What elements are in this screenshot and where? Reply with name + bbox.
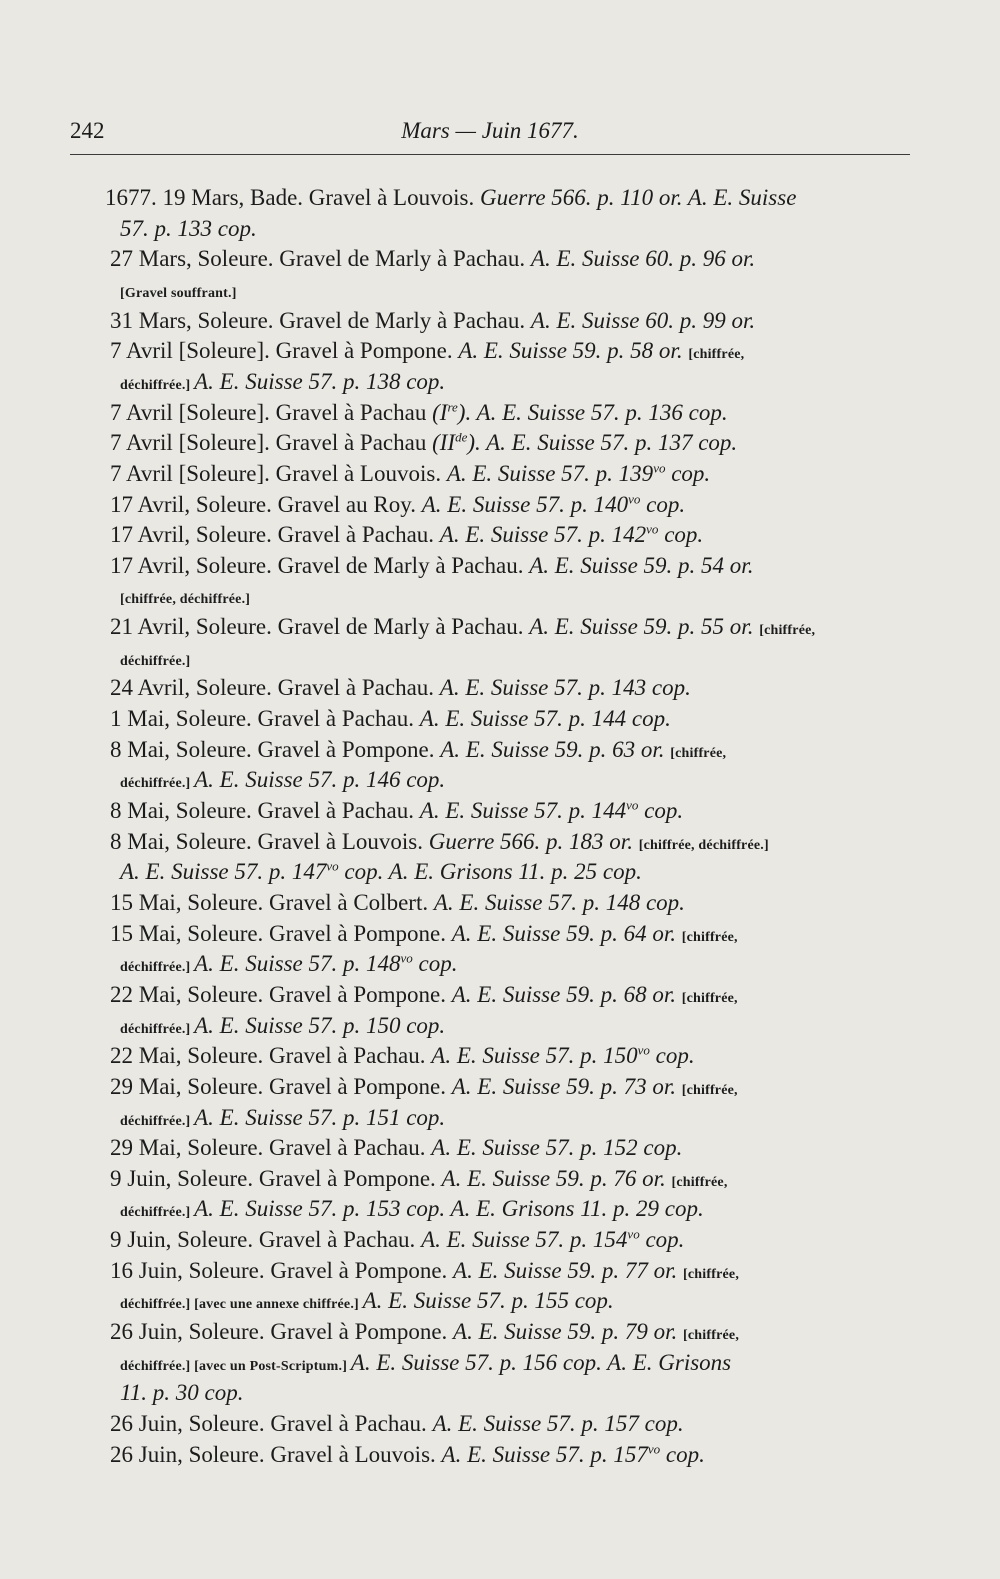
archive-reference: A. E. Suisse 57. p. 148 cop. <box>433 889 685 915</box>
running-title: Mars — Juin 1677. <box>401 118 579 143</box>
archive-reference: cop. <box>665 460 711 486</box>
letter-heading: 16 Juin, Soleure. Gravel à Pompone. <box>110 1257 454 1283</box>
entry-line <box>120 1379 244 1407</box>
letter-heading: 1 Mai, Soleure. Gravel à Pachau. <box>110 706 420 732</box>
entry-line <box>110 337 744 365</box>
letter-heading: 15 Mai, Soleure. Gravel à Colbert. <box>110 889 434 915</box>
editorial-note: [chiffrée, déchiffrée.] <box>120 592 251 608</box>
entry-line <box>110 460 710 488</box>
entry-line <box>120 1104 445 1132</box>
archive-reference: cop. <box>639 1227 685 1253</box>
archive-reference: cop. <box>660 1441 705 1467</box>
page-header <box>70 118 910 155</box>
archive-reference: vo <box>626 797 639 813</box>
letter-heading: 17 Avril, Soleure. Gravel de Marly à Pachau. <box>110 552 530 578</box>
archive-reference: cop. <box>412 951 458 977</box>
entry-line <box>110 705 671 733</box>
archive-reference: Guerre 566. p. 183 or. <box>428 828 639 854</box>
archive-reference: A. E. Suisse 57. p. 150 cop. <box>194 1012 446 1038</box>
editorial-note: déchiffrée.] <box>120 1021 195 1037</box>
archive-reference: A. E. Suisse 57. p. 154 <box>421 1227 628 1253</box>
entry-line <box>110 920 738 948</box>
letter-heading: 21 Avril, Soleure. Gravel de Marly à Pachau. <box>110 614 530 640</box>
archive-reference: A. E. Suisse 57. p. 156 cop. A. E. Grisons <box>350 1349 732 1375</box>
entry-line <box>110 307 755 335</box>
entry-line <box>110 1134 682 1162</box>
archive-reference: de <box>455 429 468 445</box>
archive-reference: vo <box>628 490 641 506</box>
entry-line <box>110 1318 739 1346</box>
editorial-note: [chiffrée, <box>688 347 745 363</box>
editorial-note: [chiffrée, <box>670 745 727 761</box>
archive-reference: A. E. Suisse 57. p. 143 cop. <box>439 675 691 701</box>
archive-reference: re <box>447 398 458 414</box>
archive-reference: A. E. Suisse 57. p. 150 <box>431 1043 638 1069</box>
editorial-note: [chiffrée, <box>759 623 816 639</box>
archive-reference: A. E. Suisse 59. p. 76 or. <box>441 1165 672 1191</box>
editorial-note: [chiffrée, <box>681 990 738 1006</box>
entry-line <box>120 858 642 886</box>
entry-line <box>120 766 445 794</box>
archive-reference: A. E. Suisse 57. p. 142 <box>439 522 647 548</box>
archive-reference: A. E. Suisse 59. p. 73 or. <box>451 1073 682 1099</box>
editorial-note: déchiffrée.] [avec une annexe chiffrée.] <box>120 1297 363 1313</box>
archive-reference: 57. p. 133 cop. <box>120 215 257 241</box>
archive-reference: A. E. Suisse 57. p. 157 cop. <box>432 1411 684 1436</box>
archive-reference: A. E. Suisse 57. p. 148 <box>194 951 401 977</box>
letter-heading: 31 Mars, Soleure. Gravel de Marly à Pachau. <box>110 307 531 333</box>
page-number: 242 <box>70 118 105 143</box>
archive-reference: A. E. Suisse 59. p. 54 or. <box>529 552 754 578</box>
archive-reference: A. E. Suisse 59. p. 64 or. <box>451 920 682 946</box>
archive-reference: Guerre 566. p. 110 or. A. E. Suisse <box>479 185 797 210</box>
letter-heading: 22 Mai, Soleure. Gravel à Pachau. <box>110 1043 432 1069</box>
entry-line <box>110 521 703 549</box>
editorial-note: déchiffrée.] <box>120 960 195 976</box>
editorial-note: déchiffrée.] <box>120 653 191 669</box>
entry-line <box>110 674 691 702</box>
archive-reference: A. E. Suisse 57. p. 138 cop. <box>194 368 446 394</box>
editorial-note: [Gravel souffrant.] <box>120 285 237 301</box>
editorial-note: déchiffrée.] <box>120 1205 195 1221</box>
letter-heading: 27 Mars, Soleure. Gravel de Marly à Pachau. <box>110 246 531 272</box>
letter-heading: 15 Mai, Soleure. Gravel à Pompone. <box>110 920 452 946</box>
archive-reference: A. E. Suisse 57. p. 144 <box>419 798 627 823</box>
archive-reference: A. E. Suisse 60. p. 99 or. <box>530 307 756 333</box>
letter-heading: 7 Avril [Soleure]. Gravel à Pompone. <box>110 338 459 364</box>
entry-line <box>110 245 755 273</box>
letter-heading: 7 Avril [Soleure]. Gravel à Louvois. <box>110 460 447 486</box>
archive-reference: A. E. Suisse 57. p. 144 cop. <box>419 706 671 732</box>
archive-reference: A. E. Suisse 59. p. 55 or. <box>529 614 760 640</box>
archive-reference: A. E. Suisse 59. p. 63 or. <box>440 736 671 762</box>
entry-line <box>120 950 457 978</box>
editorial-note: déchiffrée.] <box>120 377 195 393</box>
entry-line <box>105 184 796 212</box>
editorial-note: déchiffrée.] <box>120 1113 195 1129</box>
archive-reference: A. E. Suisse 59. p. 58 or. <box>458 338 689 364</box>
editorial-note: [chiffrée, <box>681 929 738 945</box>
archive-reference: A. E. Suisse 57. p. 155 cop. <box>362 1288 614 1314</box>
entry-line <box>110 613 815 641</box>
archive-reference: A. E. Suisse 59. p. 79 or. <box>453 1319 684 1345</box>
archive-reference: A. E. Suisse 57. p. 139 <box>446 460 654 486</box>
letter-heading: 8 Mai, Soleure. Gravel à Pompone. <box>110 736 441 762</box>
entry-line <box>110 552 753 580</box>
entry-line <box>110 399 728 427</box>
editorial-note: déchiffrée.] <box>120 776 195 792</box>
editorial-note: [chiffrée, <box>681 1082 738 1098</box>
archive-reference: ). A. E. Suisse 57. p. 137 cop. <box>467 430 738 456</box>
archive-reference: vo <box>646 521 659 537</box>
archive-reference: A. E. Suisse 57. p. 151 cop. <box>194 1104 446 1130</box>
letter-heading: 26 Juin, Soleure. Gravel à Louvois. <box>110 1441 442 1467</box>
entry-line <box>110 1073 738 1101</box>
archive-reference: A. E. Suisse 57. p. 157 <box>441 1441 648 1467</box>
letter-heading: 29 Mai, Soleure. Gravel à Pachau. <box>110 1135 432 1161</box>
archive-reference: A. E. Suisse 57. p. 147 <box>120 859 327 885</box>
archive-reference: A. E. Suisse 59. p. 68 or. <box>451 981 682 1007</box>
letter-heading: 26 Juin, Soleure. Gravel à Pachau. <box>110 1411 433 1436</box>
entry-line <box>110 889 685 917</box>
letter-heading: 7 Avril [Soleure]. Gravel à Pachau <box>110 430 433 456</box>
entry-line <box>120 276 237 304</box>
editorial-note: [chiffrée, <box>671 1174 728 1190</box>
entry-line <box>110 828 769 856</box>
letter-heading: 26 Juin, Soleure. Gravel à Pompone. <box>110 1319 454 1345</box>
entry-line <box>120 368 445 396</box>
entry-line <box>110 736 726 764</box>
archive-reference: A. E. Suisse 57. p. 152 cop. <box>431 1135 683 1161</box>
archive-reference: 11. p. 30 cop. <box>120 1380 244 1406</box>
archive-reference: (I <box>432 399 448 425</box>
archive-reference: A. E. Suisse 57. p. 153 cop. A. E. Grisons 11. p. 29 cop. <box>194 1196 704 1222</box>
archive-reference: A. E. Suisse 59. p. 77 or. <box>453 1257 684 1283</box>
entry-line <box>110 429 737 457</box>
editorial-note: déchiffrée.] [avec un Post-Scriptum.] <box>120 1358 351 1374</box>
archive-reference: A. E. Suisse 57. p. 140 <box>421 491 629 517</box>
letter-heading: 24 Avril, Soleure. Gravel à Pachau. <box>110 675 440 701</box>
entry-line <box>110 1226 684 1254</box>
entry-line <box>110 1257 739 1285</box>
entry-line <box>110 1441 705 1469</box>
archive-reference: A. E. Suisse 57. p. 146 cop. <box>194 767 446 793</box>
letter-heading: 22 Mai, Soleure. Gravel à Pompone. <box>110 981 452 1007</box>
entry-line <box>120 1287 614 1315</box>
archive-reference: cop. <box>638 798 684 823</box>
letter-heading: 8 Mai, Soleure. Gravel à Louvois. <box>110 828 429 854</box>
entry-line <box>120 1195 704 1223</box>
letter-heading: 7 Avril [Soleure]. Gravel à Pachau <box>110 399 433 425</box>
archive-reference: cop. <box>658 522 704 548</box>
entry-line <box>110 1410 684 1438</box>
archive-reference: (II <box>432 430 456 456</box>
editorial-note: [chiffrée, <box>683 1328 740 1344</box>
entry-line <box>120 1349 731 1377</box>
archive-reference: vo <box>637 1042 650 1058</box>
letter-heading: 17 Avril, Soleure. Gravel à Pachau. <box>110 522 440 548</box>
archive-reference: ). A. E. Suisse 57. p. 136 cop. <box>457 399 728 425</box>
letter-heading: 29 Mai, Soleure. Gravel à Pompone. <box>110 1073 452 1099</box>
archive-reference: vo <box>400 950 413 966</box>
entry-line <box>110 1042 695 1070</box>
entry-line <box>110 797 683 825</box>
letter-heading: 17 Avril, Soleure. Gravel au Roy. <box>110 491 422 517</box>
entry-line <box>120 1012 445 1040</box>
entry-line <box>120 215 257 243</box>
letter-heading: 1677. 19 Mars, Bade. Gravel à Louvois. <box>105 185 480 210</box>
archive-reference: cop. A. E. Grisons 11. p. 25 cop. <box>338 859 642 885</box>
archive-reference: vo <box>647 1440 661 1456</box>
editorial-note: [chiffrée, <box>683 1266 740 1282</box>
archive-reference: vo <box>653 460 666 476</box>
archive-reference: cop. <box>649 1043 695 1069</box>
archive-reference: A. E. Suisse 60. p. 96 or. <box>530 246 756 272</box>
letter-heading: 9 Juin, Soleure. Gravel à Pachau. <box>110 1227 422 1253</box>
entry-line <box>120 644 190 672</box>
entry-line <box>110 491 685 519</box>
letter-heading: 8 Mai, Soleure. Gravel à Pachau. <box>110 798 420 823</box>
archive-reference: cop. <box>640 491 686 517</box>
entry-line <box>120 582 250 610</box>
letter-heading: 9 Juin, Soleure. Gravel à Pompone. <box>110 1165 442 1191</box>
entry-line <box>110 981 738 1009</box>
editorial-note: [chiffrée, déchiffrée.] <box>638 837 769 853</box>
entry-line <box>110 1165 728 1193</box>
archive-reference: vo <box>326 858 339 874</box>
archive-reference: vo <box>627 1226 640 1242</box>
